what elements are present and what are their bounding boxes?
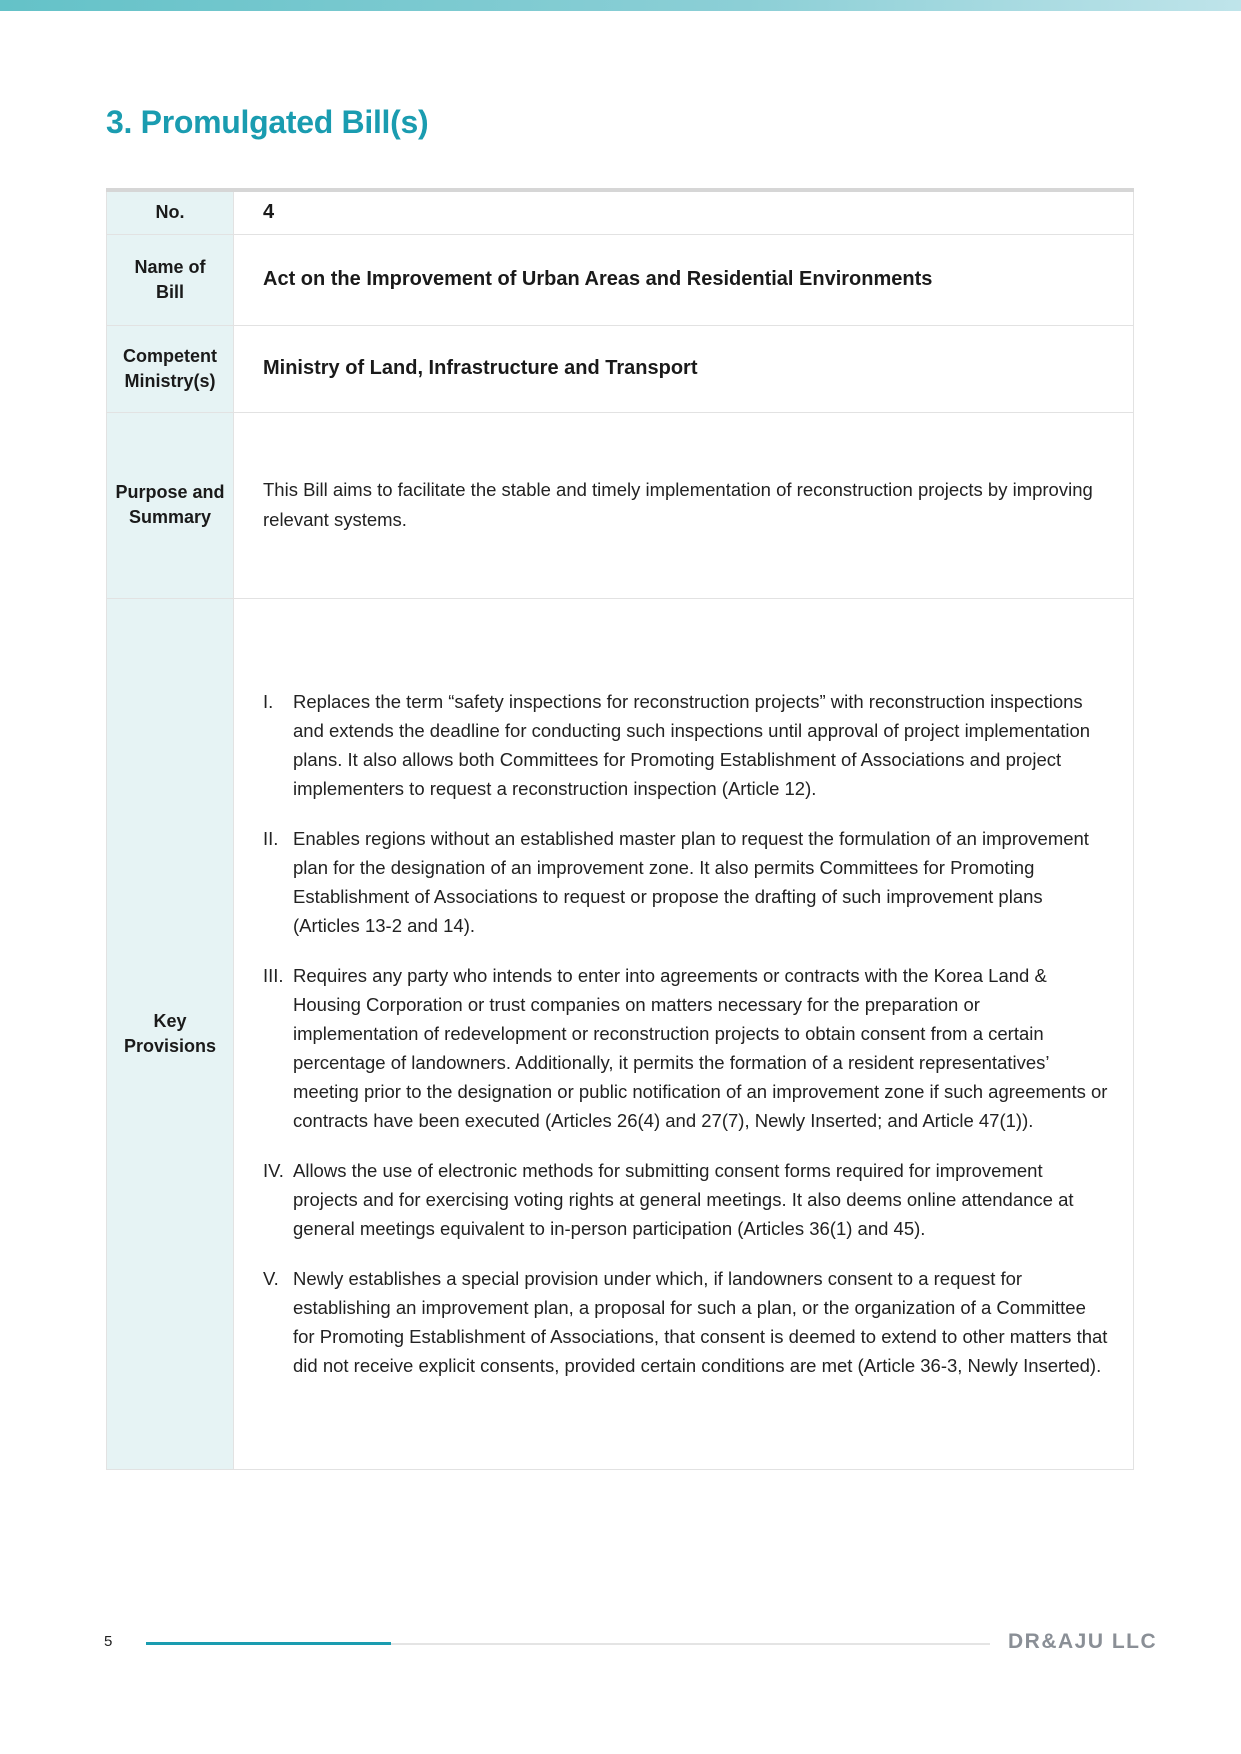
table-row-ministry <box>107 325 1134 412</box>
list-item <box>263 1156 1109 1243</box>
provision-numeral: II. <box>263 828 279 849</box>
provision-text: Requires any party who intends to enter into agreements or contracts with the Korea Land & Housing Corporation or trust companies on matters necessary for the preparation or implementation of redevelopment or reconstruction projects to obtain consent from a certain percentage of landowners. Additionally, it permits the formation of a resident representatives’ meeting prior to the designation or public notification of an improvement zone if such agreements or contracts have been executed (Articles 26(4) and 27(7), Newly Inserted; and Article 47(1)). <box>293 965 1108 1131</box>
list-item <box>263 687 1109 803</box>
provision-text: Newly establishes a special provision under which, if landowners consent to a request for establishing an improvement plan, a proposal for such a plan, or the organization of a Committee for Promoting Establishment of Associations, that consent is deemed to extend to other matters that did not receive explicit consents, provided certain conditions are met (Article 36-3, Newly Inserted). <box>293 1268 1108 1376</box>
label-no <box>107 190 234 234</box>
label-ministry <box>107 325 234 412</box>
provisions-list <box>263 687 1109 1380</box>
bill-name: Act on the Improvement of Urban Areas and Residential Environments <box>263 268 933 290</box>
label-key-line2: Provisions <box>123 1035 217 1056</box>
value-purpose <box>234 412 1134 598</box>
label-name <box>107 234 234 325</box>
label-purpose-line2: Summary <box>128 507 212 527</box>
provision-text: Enables regions without an established master plan to request the formulation of an improvement plan for the designation of an improvement zone. It also permits Committees for Promoting Establishment of Associations to request or propose the drafting of such improvement plans (Articles 13-2 and 14). <box>293 828 1089 936</box>
label-purpose-line1: Purpose and <box>115 482 225 502</box>
label-purpose <box>107 412 234 598</box>
purpose-summary: This Bill aims to facilitate the stable and timely implementation of reconstruction projects by improving relevant systems. <box>263 479 1093 530</box>
provision-numeral: V. <box>263 1268 279 1289</box>
table-row-name <box>107 234 1134 325</box>
value-name <box>234 234 1134 325</box>
label-ministry-line2: Ministry(s) <box>124 370 216 391</box>
top-accent-bar <box>0 0 1241 11</box>
label-name-line1: Name of <box>134 256 206 277</box>
provision-text: Allows the use of electronic methods for submitting consent forms required for improvement projects and for exercising voting rights at general meetings. It also deems online attendance at general meetings equivalent to in-person participation (Articles 36(1) and 45). <box>293 1160 1074 1239</box>
brand-logo-text: DR&AJU LLC <box>1008 1630 1158 1653</box>
table-row-key-provisions <box>107 598 1134 1469</box>
label-key-provisions <box>107 598 234 1469</box>
list-item <box>263 1264 1109 1380</box>
label-no-text: No. <box>155 202 185 223</box>
value-key-provisions <box>234 598 1134 1469</box>
value-no <box>234 190 1134 234</box>
page-number: 5 <box>104 1633 113 1650</box>
provision-text: Replaces the term “safety inspections for reconstruction projects” with reconstruction inspections and extends the deadline for conducting such inspections until approval of project implementation plans. It also allows both Committees for Promoting Establishment of Associations and project implementers to request a reconstruction inspection (Article 12). <box>293 691 1091 799</box>
competent-ministry: Ministry of Land, Infrastructure and Transport <box>263 357 698 379</box>
label-ministry-line1: Competent <box>123 345 217 366</box>
table-row-no <box>107 190 1134 234</box>
provision-numeral: I. <box>263 691 274 712</box>
section-title: 3. Promulgated Bill(s) <box>106 104 429 140</box>
table-row-purpose <box>107 412 1134 598</box>
label-name-line2: Bill <box>155 281 184 302</box>
footer-divider-accent <box>146 1642 391 1645</box>
value-ministry <box>234 325 1134 412</box>
provision-numeral: III. <box>263 965 284 986</box>
label-key-line1: Key <box>153 1010 187 1031</box>
list-item <box>263 961 1109 1135</box>
provision-numeral: IV. <box>263 1160 284 1181</box>
bill-table <box>106 188 1134 1470</box>
list-item <box>263 824 1109 940</box>
bill-number: 4 <box>263 201 275 224</box>
